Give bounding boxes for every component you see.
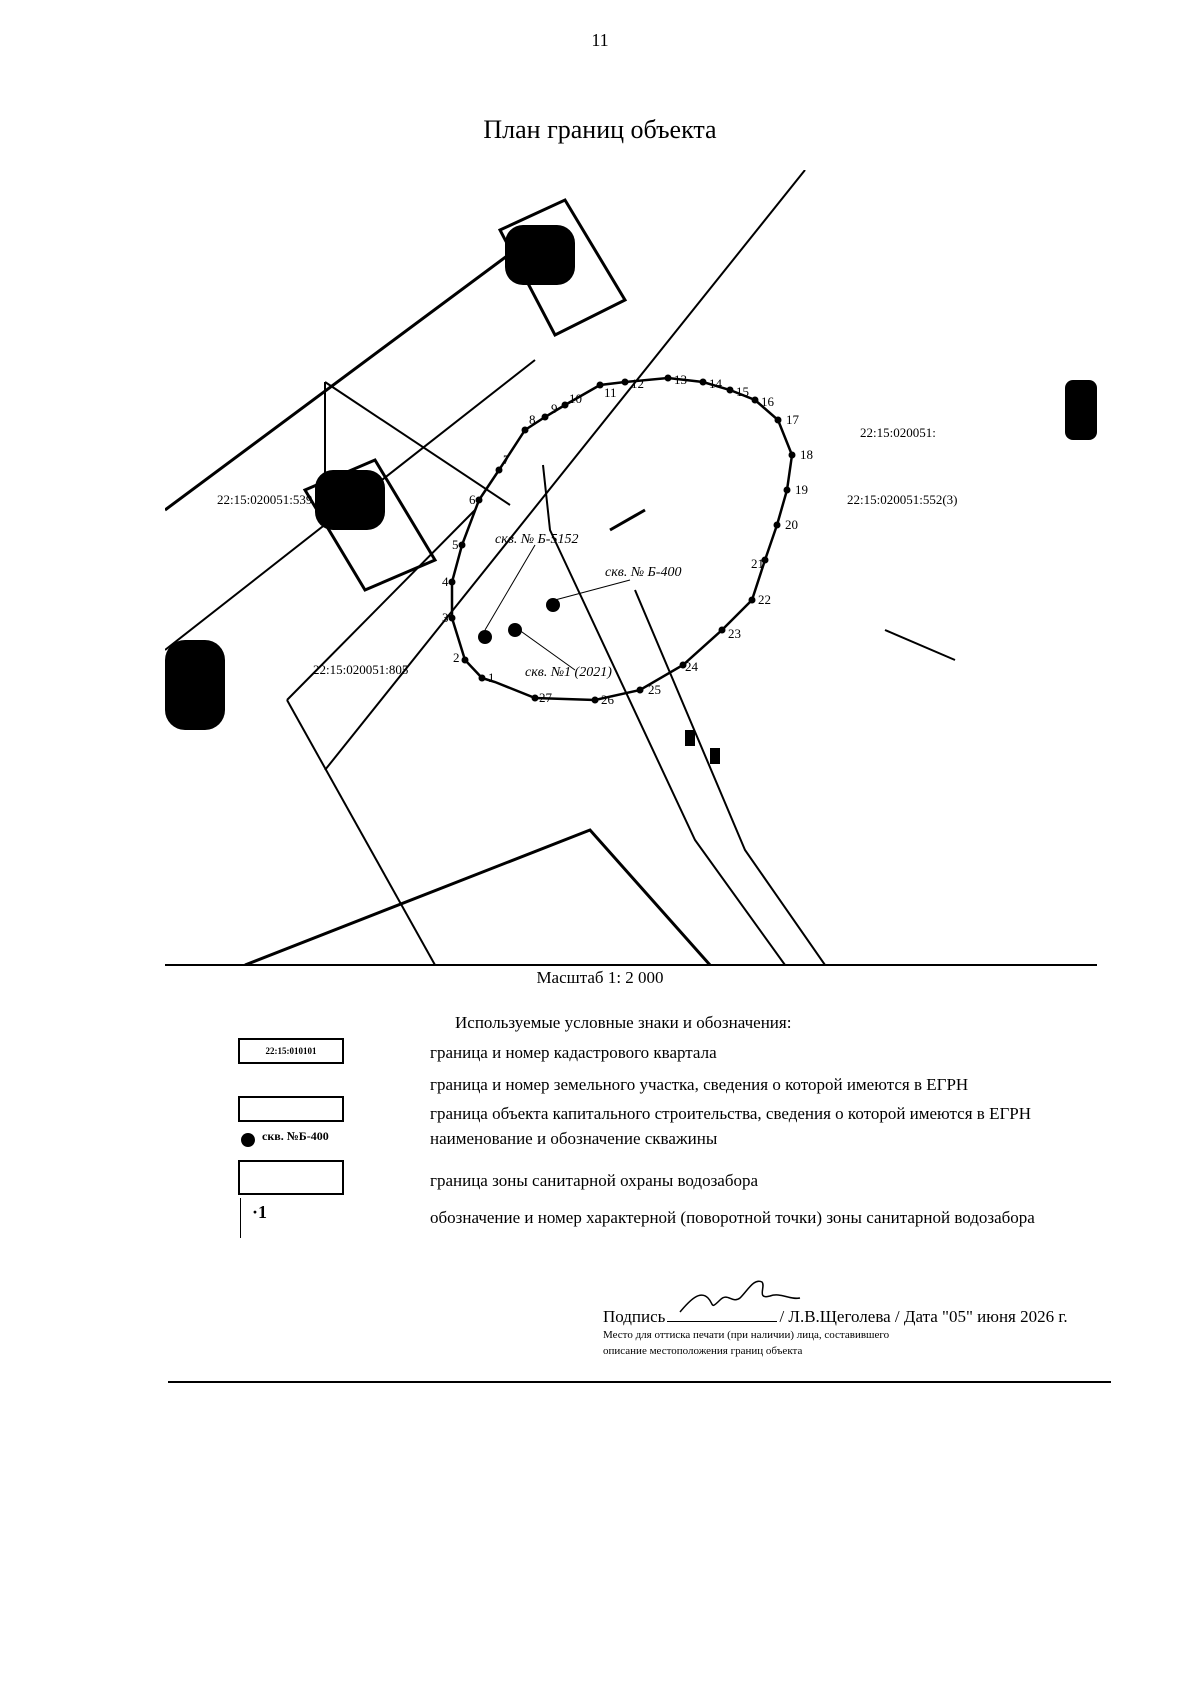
zone-point-marker xyxy=(597,382,604,389)
zone-point-marker xyxy=(449,615,456,622)
signature-row xyxy=(603,1307,1068,1327)
zone-point-marker xyxy=(522,427,529,434)
parcel-label-552: 22:15:020051:552(3) xyxy=(847,492,958,507)
legend-zone-box xyxy=(238,1160,344,1195)
zone-point-marker xyxy=(476,497,483,504)
zone-point-marker xyxy=(774,522,781,529)
zone-point-marker xyxy=(542,414,549,421)
zone-point-label: 7 xyxy=(503,452,510,467)
zone-point-label: 22 xyxy=(758,592,771,607)
well-2021-marker xyxy=(508,623,522,637)
zone-point-label: 17 xyxy=(786,412,799,427)
zone-point-marker xyxy=(449,579,456,586)
signature-note-line2: описание местоположения границ объекта xyxy=(603,1345,803,1357)
zone-point-marker xyxy=(592,697,599,704)
map-scale: Масштаб 1: 2 000 xyxy=(536,968,664,987)
zone-point-label: 18 xyxy=(800,447,813,462)
zone-point-marker xyxy=(789,452,796,459)
well-leader-b400 xyxy=(555,580,630,600)
zone-point-marker xyxy=(700,379,707,386)
page-number: 11 xyxy=(591,30,609,50)
legend-well-icon xyxy=(241,1133,255,1147)
zone-point-marker xyxy=(496,467,503,474)
legend-item-zone: граница зоны санитарной охраны водозабора xyxy=(430,1171,759,1190)
legend-item-parcel: граница и номер земельного участка, сведения о которой имеются в ЕГРН xyxy=(430,1075,969,1094)
zone-point-marker xyxy=(727,387,734,394)
zone-point-marker xyxy=(459,542,466,549)
boundary-map xyxy=(165,170,1097,965)
zone-point-label: 13 xyxy=(674,372,687,387)
map-mark xyxy=(610,510,645,530)
zone-point-marker xyxy=(775,417,782,424)
signature-label: Подпись xyxy=(603,1307,666,1326)
zone-point-label: 14 xyxy=(709,376,722,391)
zone-point-marker xyxy=(532,695,539,702)
well-label-2021: скв. №1 (2021) xyxy=(525,665,612,680)
zone-point-marker xyxy=(749,597,756,604)
zone-point-label: 8 xyxy=(529,412,536,427)
zone-point-label: 21 xyxy=(751,556,764,571)
well-b5152-marker xyxy=(478,630,492,644)
zone-point-marker xyxy=(462,657,469,664)
map-frame-line xyxy=(165,964,1097,966)
zone-point-marker xyxy=(637,687,644,694)
zone-point-marker xyxy=(719,627,726,634)
zone-point-label: 10 xyxy=(569,391,582,406)
zone-point-marker xyxy=(622,379,629,386)
legend-heading: Используемые условные знаки и обозначения: xyxy=(455,1013,792,1032)
legend-item-well: наименование и обозначение скважины xyxy=(430,1129,718,1148)
bottom-rule xyxy=(168,1381,1111,1383)
parcel-label-quarter: 22:15:020051: xyxy=(860,425,936,440)
zone-point-marker xyxy=(752,397,759,404)
zone-point-label: 15 xyxy=(736,384,749,399)
zone-point-label: 23 xyxy=(728,626,741,641)
zone-point-label: 19 xyxy=(795,482,808,497)
zone-point-label: 4 xyxy=(442,574,449,589)
well-b400-marker xyxy=(546,598,560,612)
road-strip-right xyxy=(635,590,825,965)
zone-point-label: 5 xyxy=(452,537,459,552)
zone-point-label: 20 xyxy=(785,517,798,532)
legend-item-quarter: граница и номер кадастрового квартала xyxy=(430,1043,717,1062)
zone-point-marker xyxy=(665,375,672,382)
parcel-boundary-805-left xyxy=(287,700,435,965)
zone-point-label: 11 xyxy=(604,385,617,400)
legend-item-building: граница объекта капитального строительства, сведения о которой имеются в ЕГРН xyxy=(430,1104,1032,1123)
zone-point-label: 1 xyxy=(488,670,495,685)
well-label-b5152: скв. № Б-5152 xyxy=(495,532,579,547)
well-label-b400: скв. № Б-400 xyxy=(605,565,682,580)
parcel-boundary-lower xyxy=(245,830,710,965)
legend-well-label: скв. №Б-400 xyxy=(262,1129,329,1143)
zone-point-label: 24 xyxy=(685,659,698,674)
legend-building-box xyxy=(238,1096,344,1122)
zone-point-label: 6 xyxy=(469,492,476,507)
zone-point-label: 9 xyxy=(551,401,558,416)
legend-point-tick xyxy=(240,1198,241,1238)
road-strip-left xyxy=(543,465,785,965)
parcel-label-539: 22:15:020051:539 xyxy=(217,492,313,507)
zone-point-label: 3 xyxy=(442,610,449,625)
map-mark xyxy=(885,630,955,660)
zone-point-marker xyxy=(784,487,791,494)
signature-note-line1: Место для оттиска печати (при наличии) лица, составившего xyxy=(603,1329,890,1341)
legend-item-point: обозначение и номер характерной (поворотной точки) зоны санитарной водозабора xyxy=(430,1208,1035,1227)
zone-point-marker xyxy=(562,402,569,409)
legend-quarter-box: 22:15:010101 xyxy=(238,1038,344,1064)
zone-point-label: 12 xyxy=(631,376,644,391)
legend-point-label: ·1 xyxy=(252,1202,268,1222)
page-title: План границ объекта xyxy=(483,115,717,144)
zone-point-label: 27 xyxy=(539,690,552,705)
well-leader-2021 xyxy=(515,627,575,670)
zone-point-label: 25 xyxy=(648,682,661,697)
signature-line xyxy=(667,1320,777,1322)
zone-point-label: 26 xyxy=(601,692,614,707)
signature-text: / Л.В.Щеголева / Дата "05" июня 2026 г. xyxy=(779,1307,1068,1326)
parcel-label-805: 22:15:020051:805 xyxy=(313,662,409,677)
zone-point-label: 16 xyxy=(761,394,774,409)
well-leader-b5152 xyxy=(485,545,535,630)
zone-point-label: 2 xyxy=(453,650,460,665)
zone-point-marker xyxy=(479,675,486,682)
